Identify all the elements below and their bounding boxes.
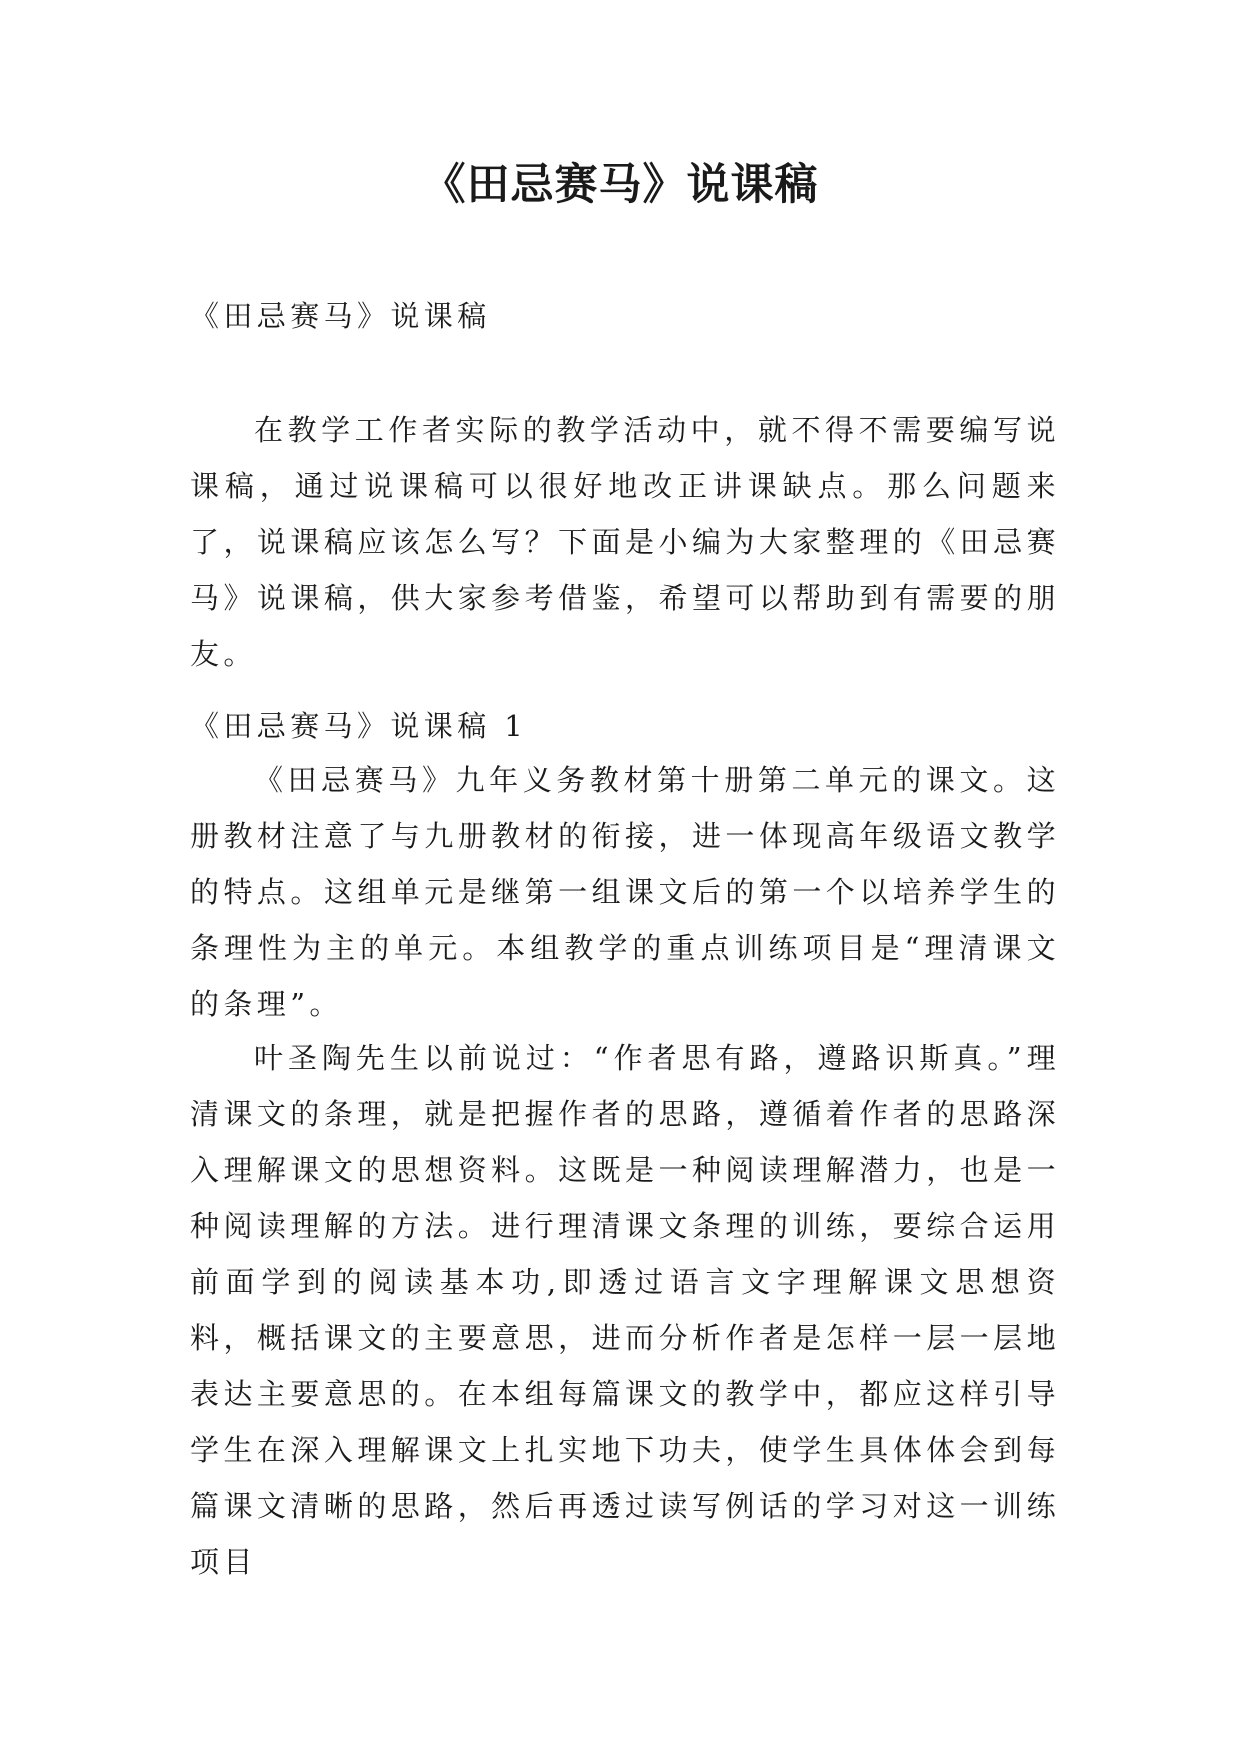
- document-subtitle: 《田忌赛马》说课稿: [190, 299, 491, 333]
- section-heading: 《田忌赛马》说课稿 1: [190, 709, 528, 743]
- intro-paragraph: 在教学工作者实际的教学活动中，就不得不需要编写说课稿，通过说课稿可以很好地改正讲课缺点。那么问题来了，说课稿应该怎么写？下面是小编为大家整理的《田忌赛马》说课稿，供大家参考借鉴，希望可以帮助到有需要的朋友。: [190, 413, 1060, 671]
- document-title: 《田忌赛马》说课稿: [422, 160, 819, 210]
- body-paragraph: 叶圣陶先生以前说过：“作者思有路，遵路识斯真。”理清课文的条理，就是把握作者的思路，遵循着作者的思路深入理解课文的思想资料。这既是一种阅读理解潜力，也是一种阅读理解的方法。进行理清课文条理的训练，要综合运用前面学到的阅读基本功,即透过语言文字理解课文思想资料，概括课文的主要意思，进而分析作者是怎样一层一层地表达主要意思的。在本组每篇课文的教学中，都应这样引导学生在深入理解课文上扎实地下功夫，使学生具体体会到每篇课文清晰的思路，然后再透过读写例话的学习对这一训练项目: [190, 1041, 1060, 1579]
- body-paragraph: 《田忌赛马》九年义务教材第十册第二单元的课文。这册教材注意了与九册教材的衔接，进一体现高年级语文教学的特点。这组单元是继第一组课文后的第一个以培养学生的条理性为主的单元。本组教学的重点训练项目是“理清课文的条理”。: [190, 763, 1060, 1021]
